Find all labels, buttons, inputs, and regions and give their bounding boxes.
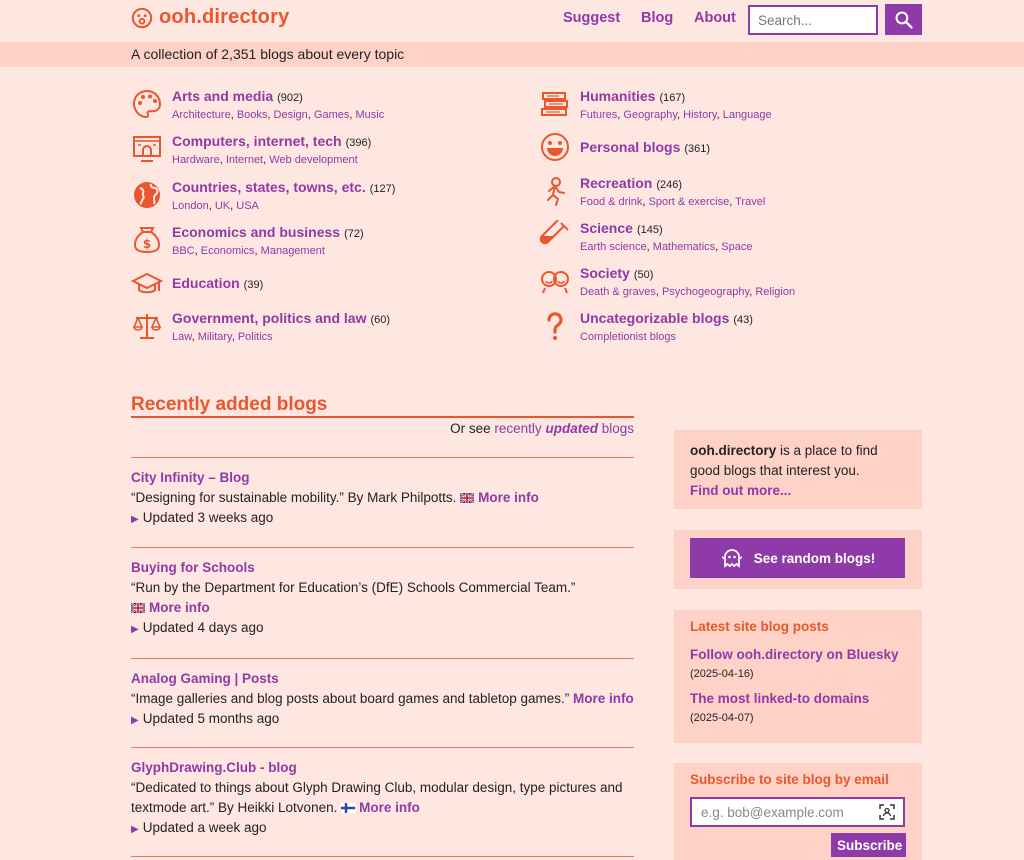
- ghost-icon: [720, 548, 744, 568]
- category-count: (145): [636, 224, 663, 236]
- recently-updated-link[interactable]: recently updated blogs: [494, 421, 634, 436]
- site-header: [0, 0, 1024, 42]
- tagline-bar: [0, 42, 1024, 67]
- subcategory-link[interactable]: Futures: [580, 109, 618, 121]
- subcategory-link[interactable]: Completionist blogs: [580, 331, 676, 343]
- search-input[interactable]: [748, 5, 878, 35]
- subcategory-link[interactable]: Games: [313, 109, 350, 121]
- disclosure-triangle-icon[interactable]: ▶: [131, 624, 139, 635]
- divider: [131, 547, 634, 548]
- nav-suggest[interactable]: Suggest: [563, 10, 621, 26]
- blog-entry: [131, 558, 634, 640]
- latest-posts-heading: Latest site blog posts: [690, 619, 829, 634]
- category-count: (361): [684, 143, 711, 155]
- search-icon: [894, 10, 914, 30]
- blog-entry: [131, 669, 634, 731]
- people-icon: [539, 265, 571, 297]
- category-link[interactable]: Government, politics and law: [172, 310, 367, 326]
- category-humanities: [539, 88, 772, 122]
- category-government: [131, 310, 390, 344]
- blog-entry: [131, 468, 634, 530]
- about-box: [674, 430, 922, 509]
- blog-description: “Dedicated to things about Glyph Drawing Club, modular design, type pictures and textmode art.” By Heikki Lotvonen.: [131, 780, 623, 815]
- subcategory-link[interactable]: Mathematics: [652, 241, 716, 253]
- finland-flag-icon: [341, 803, 355, 813]
- about-brand: ooh.directory: [690, 443, 777, 458]
- subcategory-link[interactable]: USA: [236, 200, 259, 212]
- category-count: (43): [733, 314, 753, 326]
- category-count: (396): [345, 137, 372, 149]
- category-economics: [131, 224, 364, 258]
- subcategory-link[interactable]: BBC: [172, 245, 195, 257]
- svg-text:$: $: [142, 237, 152, 251]
- find-out-more-link[interactable]: Find out more...: [690, 483, 792, 498]
- category-count: (902): [277, 92, 303, 104]
- subcategory-link[interactable]: Food & drink: [580, 196, 643, 208]
- subcategory-list: Futures, Geography, History, Language: [580, 109, 772, 121]
- heading-rule: [131, 416, 634, 418]
- subscribe-button[interactable]: Subscribe: [831, 833, 906, 857]
- category-link[interactable]: Society: [580, 265, 630, 281]
- subcategory-link[interactable]: London: [172, 200, 209, 212]
- more-info-link[interactable]: More info: [149, 600, 210, 615]
- category-count: (246): [656, 179, 683, 191]
- subcategory-link[interactable]: Travel: [735, 196, 766, 208]
- blog-updated: Updated 3 weeks ago: [142, 510, 274, 525]
- site-post-date: (2025-04-07): [690, 712, 754, 724]
- blog-title-link[interactable]: City Infinity – Blog: [131, 470, 250, 485]
- uk-flag-icon: [131, 603, 145, 613]
- category-science: [539, 220, 752, 254]
- site-post-link[interactable]: Follow ooh.directory on Bluesky: [690, 647, 899, 662]
- subcategory-link[interactable]: Internet: [225, 154, 264, 166]
- question-mark-icon: [539, 310, 571, 342]
- category-count: (60): [370, 314, 391, 326]
- subcategory-link[interactable]: Management: [260, 245, 325, 257]
- test-tube-icon: [539, 220, 571, 252]
- category-personal: [539, 131, 710, 163]
- subcategory-link[interactable]: Space: [721, 241, 753, 253]
- logo-text: ooh.directory: [159, 6, 290, 28]
- nav-about[interactable]: About: [694, 10, 736, 26]
- blog-entry: [131, 758, 634, 840]
- subcategory-list: BBC, Economics, Management: [172, 245, 325, 257]
- latest-posts-box: [674, 610, 922, 743]
- recent-updated-line: [131, 421, 634, 436]
- globe-icon: [131, 179, 163, 211]
- category-society: [539, 265, 795, 299]
- subcategory-link[interactable]: Religion: [755, 286, 796, 298]
- category-link[interactable]: Uncategorizable blogs: [580, 310, 730, 326]
- random-box: [674, 530, 922, 589]
- surprised-face-icon: [131, 7, 153, 29]
- uk-flag-icon: [460, 493, 474, 503]
- subcategory-link[interactable]: Law: [172, 331, 192, 343]
- blog-description: “Run by the Department for Education’s (DfE) Schools Commercial Team.”: [131, 580, 576, 595]
- blog-description: “Designing for sustainable mobility.” By Mark Philpotts.: [131, 490, 457, 505]
- subcategory-list: Architecture, Books, Design, Games, Music: [172, 109, 385, 121]
- books-icon: [539, 88, 571, 120]
- subcategory-link[interactable]: Music: [355, 109, 385, 121]
- person-running-icon: [539, 175, 571, 207]
- blog-updated: Updated 4 days ago: [142, 620, 264, 635]
- blog-updated: Updated a week ago: [142, 820, 267, 835]
- category-count: (127): [369, 183, 396, 195]
- nav-blog[interactable]: Blog: [641, 10, 674, 26]
- category-link[interactable]: Arts and media: [172, 88, 274, 104]
- category-recreation: [539, 175, 765, 209]
- subcategory-link[interactable]: UK: [214, 200, 231, 212]
- subcategory-link[interactable]: Hardware: [172, 154, 220, 166]
- subcategory-list: Law, Military, Politics: [172, 331, 273, 343]
- subcategory-list: Earth science, Mathematics, Space: [580, 241, 753, 253]
- site-post-date: (2025-04-16): [690, 668, 754, 680]
- category-link[interactable]: Recreation: [580, 175, 653, 191]
- subcategory-link[interactable]: Geography: [623, 109, 678, 121]
- about-text: is a place to find good blogs that interest you.: [690, 443, 878, 478]
- site-post-link[interactable]: The most linked-to domains: [690, 691, 870, 706]
- blog-title-link[interactable]: Buying for Schools: [131, 560, 255, 575]
- subcategory-link[interactable]: Politics: [237, 331, 273, 343]
- subcategory-list: [580, 330, 753, 344]
- category-link[interactable]: Personal blogs: [580, 139, 681, 155]
- more-info-link[interactable]: More info: [359, 800, 420, 815]
- category-count: (39): [243, 279, 264, 291]
- scales-icon: [131, 310, 163, 342]
- autofill-scan-icon[interactable]: [879, 804, 895, 820]
- random-blogs-label: See random blogs!: [753, 550, 876, 566]
- subcategory-list: Food & drink, Sport & exercise, Travel: [580, 196, 766, 208]
- subcategory-link[interactable]: History: [683, 109, 717, 121]
- subcategory-link[interactable]: Books: [236, 109, 268, 121]
- subcategory-link[interactable]: Psychogeography: [661, 286, 750, 298]
- email-subscribe-box: [674, 763, 922, 860]
- more-info-link[interactable]: More info: [478, 490, 539, 505]
- subcategory-list: Hardware, Internet, Web development: [172, 154, 358, 166]
- subcategory-link[interactable]: Death & graves: [580, 286, 656, 298]
- disclosure-triangle-icon[interactable]: ▶: [131, 715, 139, 726]
- category-link[interactable]: Computers, internet, tech: [172, 133, 342, 149]
- subcategory-link[interactable]: Web development: [269, 154, 358, 166]
- category-countries: [131, 179, 395, 213]
- subcategory-link[interactable]: Design: [273, 109, 308, 121]
- computer-icon: [131, 133, 163, 165]
- category-count: (72): [344, 228, 364, 240]
- blog-title-link[interactable]: Analog Gaming | Posts: [131, 671, 279, 686]
- category-link[interactable]: Economics and business: [172, 224, 341, 240]
- divider: [131, 856, 634, 857]
- site-logo[interactable]: [131, 6, 289, 29]
- blog-description: “Image galleries and blog posts about board games and tabletop games.”: [131, 691, 570, 706]
- divider: [131, 658, 634, 659]
- search-button[interactable]: [885, 4, 922, 35]
- divider: [131, 457, 634, 458]
- category-link[interactable]: Humanities: [580, 88, 656, 104]
- subcategory-link[interactable]: Economics: [200, 245, 255, 257]
- see-prefix: Or see: [450, 421, 491, 436]
- subcategory-list: Death & graves, Psychogeography, Religion: [580, 286, 796, 298]
- graduation-cap-icon: [131, 268, 163, 300]
- disclosure-triangle-icon[interactable]: ▶: [131, 824, 139, 835]
- category-link[interactable]: Countries, states, towns, etc.: [172, 179, 366, 195]
- random-blogs-button[interactable]: [690, 538, 905, 578]
- category-arts: [131, 88, 384, 122]
- divider: [131, 747, 634, 748]
- category-count: (50): [633, 269, 654, 281]
- subcategory-list: London, UK, USA: [172, 200, 259, 212]
- category-uncategorizable: [539, 310, 753, 344]
- subcategory-link[interactable]: Language: [722, 109, 772, 121]
- category-education: [131, 268, 263, 300]
- recent-blogs-heading: Recently added blogs: [131, 394, 328, 415]
- category-count: (167): [659, 92, 686, 104]
- subcategory-link[interactable]: Architecture: [172, 109, 231, 121]
- email-field[interactable]: [690, 797, 905, 827]
- category-computers: [131, 133, 371, 167]
- category-link[interactable]: Education: [172, 275, 240, 291]
- disclosure-triangle-icon[interactable]: ▶: [131, 514, 139, 525]
- subcategory-link[interactable]: Sport & exercise: [648, 196, 730, 208]
- palette-icon: [131, 88, 163, 120]
- money-bag-icon: [131, 224, 163, 256]
- category-link[interactable]: Science: [580, 220, 633, 236]
- blog-title-link[interactable]: GlyphDrawing.Club - blog: [131, 760, 297, 775]
- smiley-icon: [539, 131, 571, 163]
- more-info-link[interactable]: More info: [573, 691, 634, 706]
- email-heading: Subscribe to site blog by email: [690, 772, 889, 787]
- tagline: A collection of 2,351 blogs about every topic: [131, 46, 405, 62]
- subcategory-link[interactable]: Military: [197, 331, 232, 343]
- blog-updated: Updated 5 months ago: [142, 711, 280, 726]
- subcategory-link[interactable]: Earth science: [580, 241, 647, 253]
